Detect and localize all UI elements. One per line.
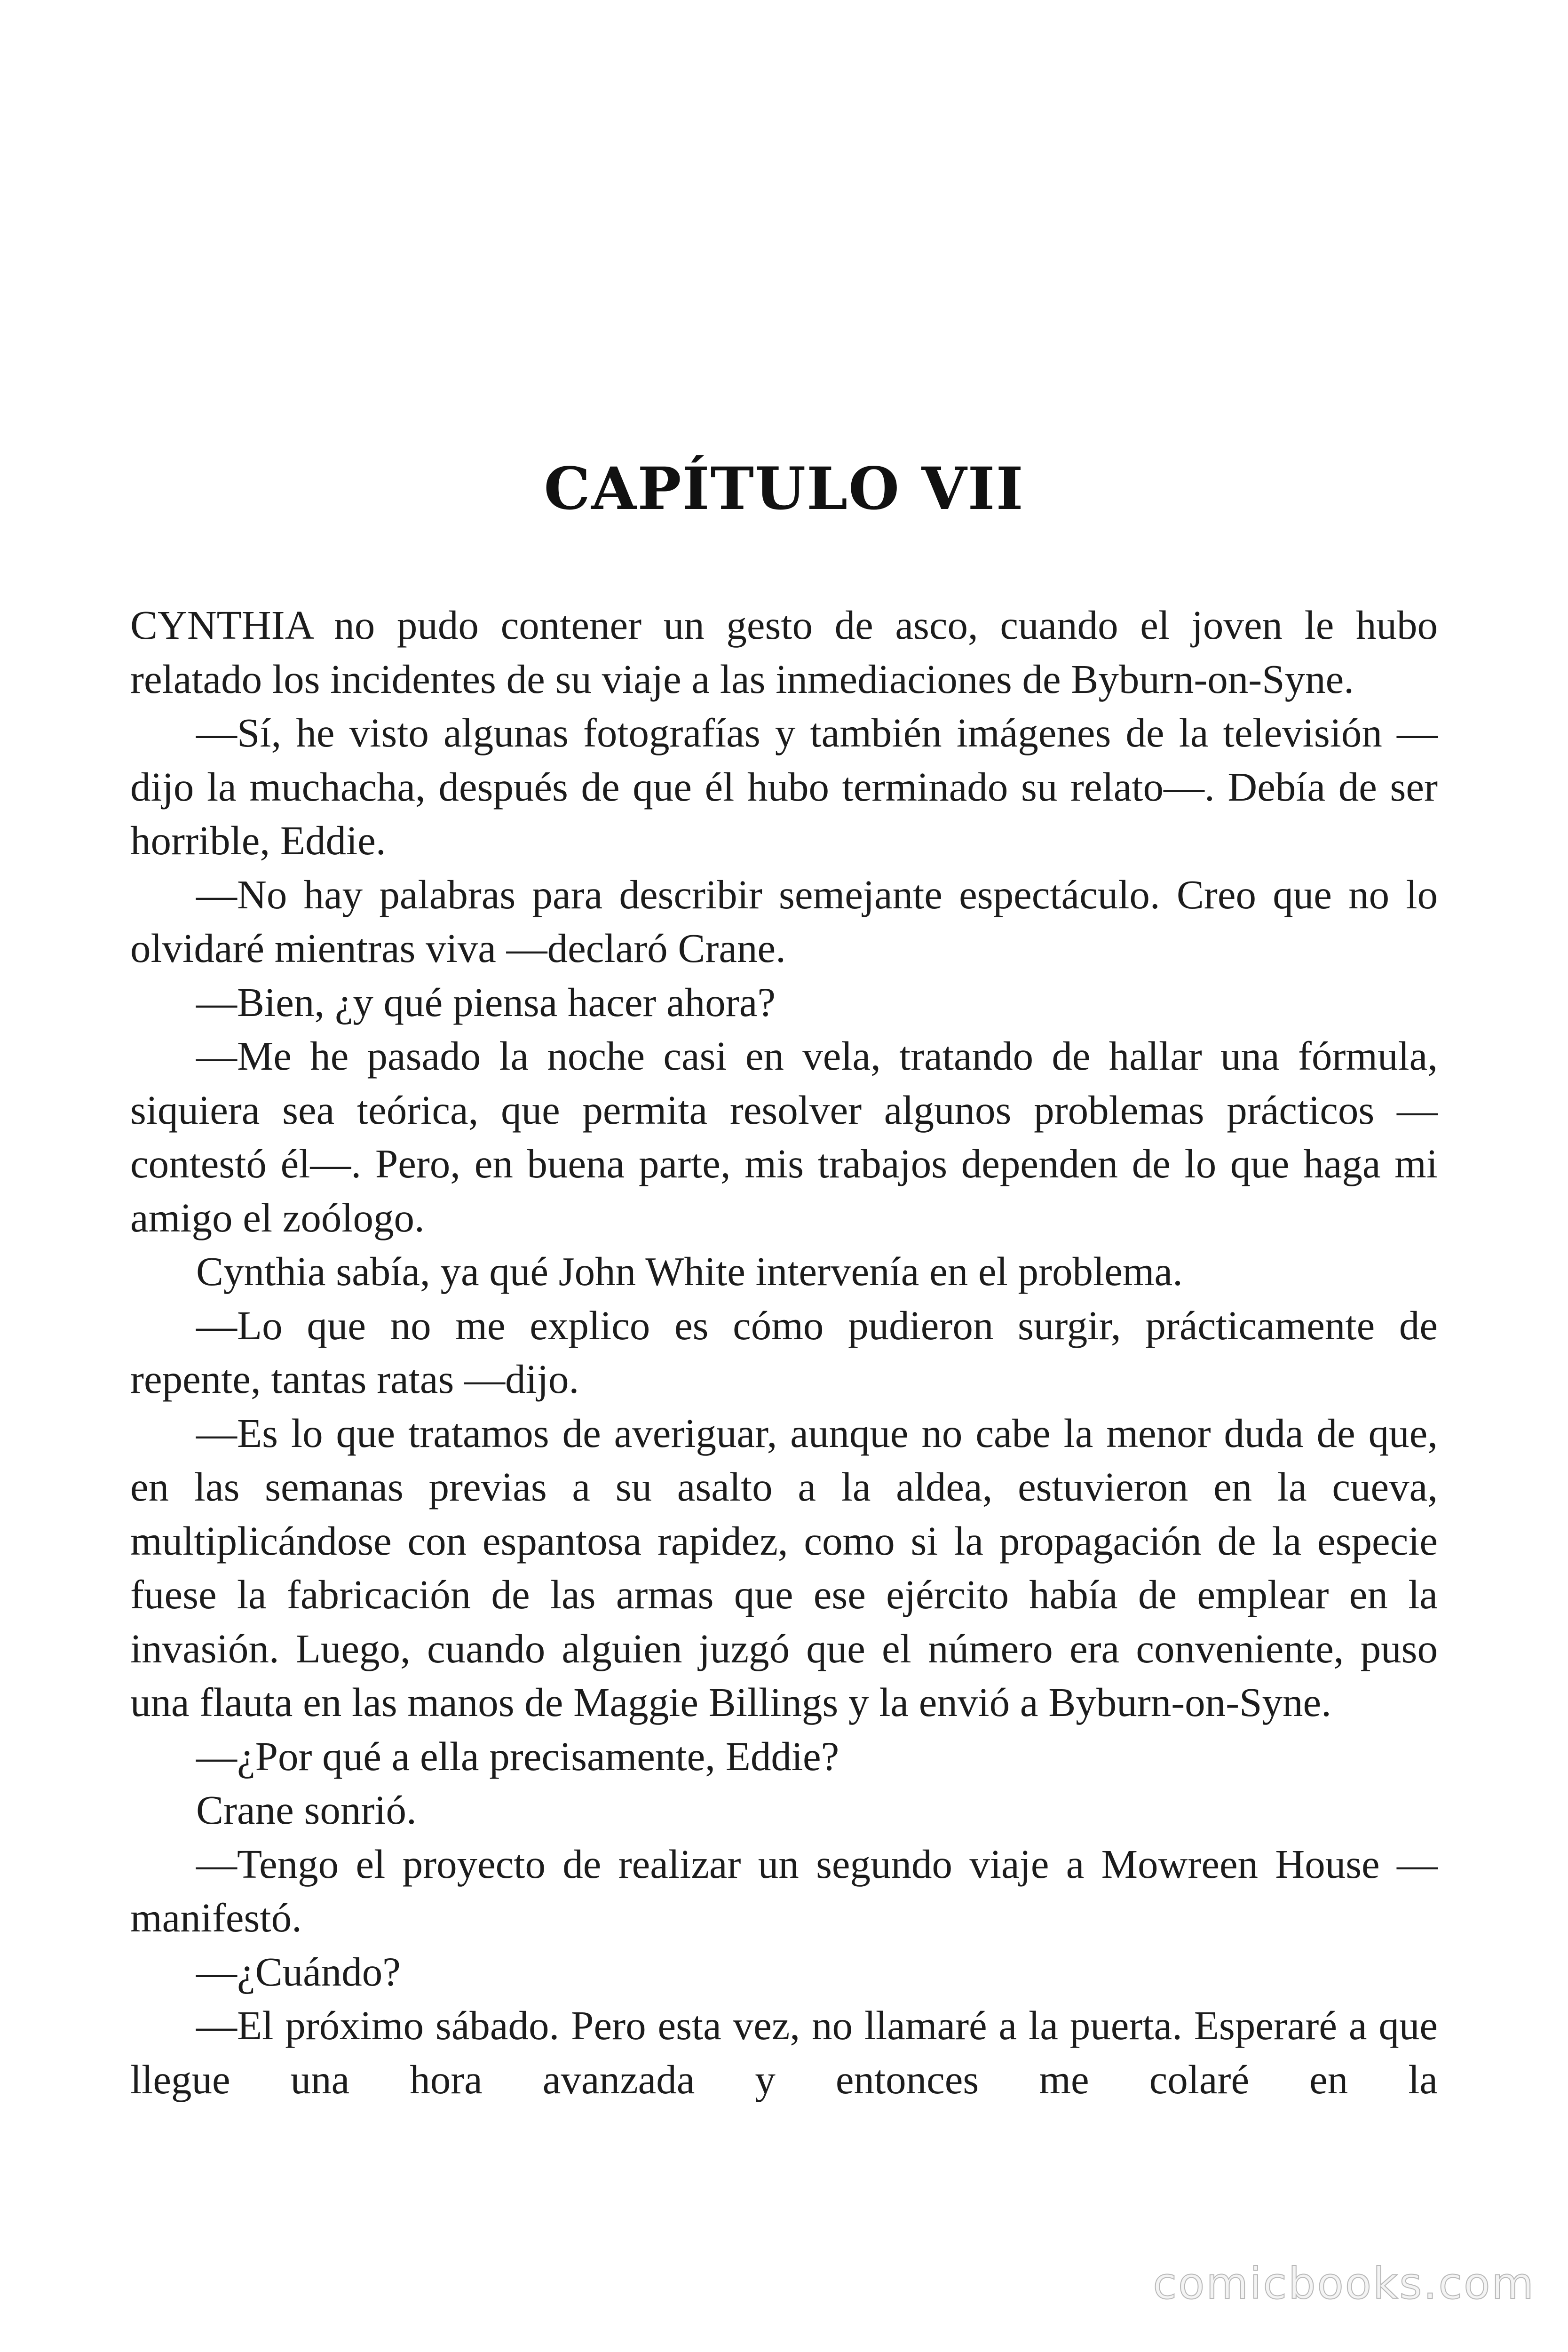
paragraph: —Es lo que tratamos de averiguar, aunque no cabe la menor duda de que, en las semanas previas a su asalto a la aldea, estuvieron en la cueva, multiplicándose con espantosa rapidez, como si la propagación de la especie fuese la fabricación de las armas que ese ejército había de emplear en la invasión. Luego, cuando alguien juzgó que el número era conveniente, puso una flauta en las manos de Maggie Billings y la envió a Byburn-on-Syne. [130, 1410, 1438, 1725]
paragraph: —El próximo sábado. Pero esta vez, no llamaré a la puerta. Esperaré a que llegue una hora avanzada y entonces me colaré en la [130, 2002, 1438, 2102]
paragraph: —No hay palabras para describir semejante espectáculo. Creo que no lo olvidaré mientras viva —declaró Crane. [130, 871, 1438, 971]
paragraph: —Sí, he visto algunas fotografías y también imágenes de la televisión —dijo la muchacha, después de que él hubo terminado su relato—. Debía de ser horrible, Eddie. [130, 710, 1438, 863]
paragraph: CYNTHIA no pudo contener un gesto de asco, cuando el joven le hubo relatado los incidentes de su viaje a las inmediaciones de Byburn-on-Syne. [130, 602, 1438, 702]
paragraph: —¿Por qué a ella precisamente, Eddie? [196, 1733, 839, 1779]
watermark: comicbooks.com [1153, 2258, 1535, 2309]
chapter-title: CAPÍTULO VII [544, 455, 1024, 523]
paragraph: —Tengo el proyecto de realizar un segundo viaje a Mowreen House —manifestó. [130, 1841, 1438, 1940]
paragraph: Cynthia sabía, ya qué John White intervenía en el problema. [196, 1248, 1183, 1294]
paragraph: —Lo que no me explico es cómo pudieron surgir, prácticamente de repente, tantas ratas —dijo. [130, 1302, 1438, 1402]
paragraph: Crane sonrió. [196, 1787, 417, 1833]
paragraph: —Bien, ¿y qué piensa hacer ahora? [196, 979, 776, 1025]
paragraph: —Me he pasado la noche casi en vela, tratando de hallar una fórmula, siquiera sea teórica, que permita resolver algunos problemas prácticos —contestó él—. Pero, en buena parte, mis trabajos dependen de lo que haga mi amigo el zoólogo. [130, 1033, 1438, 1240]
paragraph: —¿Cuándo? [196, 1948, 401, 1994]
body-text [130, 598, 1438, 2106]
